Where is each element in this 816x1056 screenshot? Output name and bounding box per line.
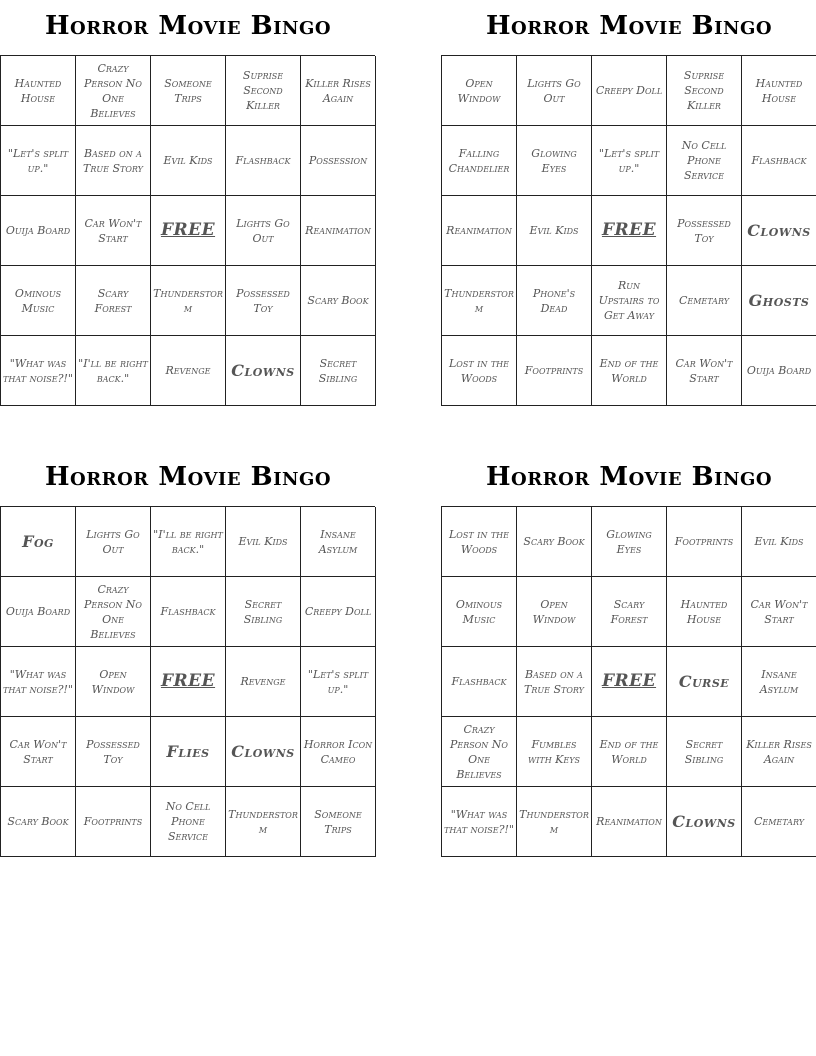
bingo-cell: Reanimation bbox=[442, 196, 517, 266]
bingo-cell: Thunderstorm bbox=[226, 787, 301, 857]
bingo-cell: Scary Book bbox=[1, 787, 76, 857]
bingo-cell: Curse bbox=[667, 647, 742, 717]
bingo-cell: Ouija Board bbox=[1, 577, 76, 647]
bingo-cell: "What was that noise?!" bbox=[1, 336, 76, 406]
bingo-cell: Evil Kids bbox=[742, 507, 816, 577]
bingo-cell: Killer Rises Again bbox=[742, 717, 816, 787]
bingo-cell: Open Window bbox=[76, 647, 151, 717]
bingo-grid bbox=[0, 55, 375, 406]
bingo-cell: "Let's split up." bbox=[1, 126, 76, 196]
bingo-cell: Revenge bbox=[151, 336, 226, 406]
bingo-cell: Car Won't Start bbox=[1, 717, 76, 787]
bingo-cell: Glowing Eyes bbox=[592, 507, 667, 577]
bingo-cell: Secret Sibling bbox=[301, 336, 376, 406]
bingo-cell: Creepy Doll bbox=[301, 577, 376, 647]
card-title: Horror Movie Bingo bbox=[485, 462, 773, 492]
bingo-cell: Suprise Second Killer bbox=[667, 56, 742, 126]
bingo-cell: Possessed Toy bbox=[76, 717, 151, 787]
bingo-cell: No Cell Phone Service bbox=[151, 787, 226, 857]
bingo-cell: Run Upstairs to Get Away bbox=[592, 266, 667, 336]
bingo-cell: Flashback bbox=[742, 126, 816, 196]
bingo-cell: Ouija Board bbox=[742, 336, 816, 406]
bingo-cell: Someone Trips bbox=[301, 787, 376, 857]
bingo-cell: Fog bbox=[1, 507, 76, 577]
bingo-cell: "Let's split up." bbox=[301, 647, 376, 717]
bingo-cell: Haunted House bbox=[667, 577, 742, 647]
bingo-cell: Lights Go Out bbox=[226, 196, 301, 266]
bingo-grid bbox=[441, 506, 816, 857]
bingo-cell: Car Won't Start bbox=[667, 336, 742, 406]
bingo-cell: Footprints bbox=[76, 787, 151, 857]
bingo-cell: Lights Go Out bbox=[517, 56, 592, 126]
bingo-cell: Ouija Board bbox=[1, 196, 76, 266]
bingo-cell: Phone's Dead bbox=[517, 266, 592, 336]
bingo-grid bbox=[0, 506, 375, 857]
card-title: Horror Movie Bingo bbox=[485, 11, 773, 41]
bingo-cell: Crazy Person No One Believes bbox=[76, 56, 151, 126]
bingo-cell: Possession bbox=[301, 126, 376, 196]
bingo-free-space: FREE bbox=[151, 196, 226, 266]
bingo-cell: Possessed Toy bbox=[667, 196, 742, 266]
bingo-cell: Secret Sibling bbox=[226, 577, 301, 647]
bingo-cell: Falling Chandelier bbox=[442, 126, 517, 196]
bingo-cell: Flashback bbox=[442, 647, 517, 717]
bingo-cell: Open Window bbox=[442, 56, 517, 126]
bingo-cell: "What was that noise?!" bbox=[1, 647, 76, 717]
bingo-cell: Possessed Toy bbox=[226, 266, 301, 336]
bingo-cell: Thunderstorm bbox=[442, 266, 517, 336]
bingo-cell: Thunderstorm bbox=[151, 266, 226, 336]
bingo-cell: Evil Kids bbox=[226, 507, 301, 577]
bingo-cell: Insane Asylum bbox=[301, 507, 376, 577]
bingo-cell: "What was that noise?!" bbox=[442, 787, 517, 857]
bingo-cell: Thunderstorm bbox=[517, 787, 592, 857]
bingo-cell: Flashback bbox=[226, 126, 301, 196]
bingo-cell: Flashback bbox=[151, 577, 226, 647]
bingo-cell: Reanimation bbox=[592, 787, 667, 857]
bingo-cell: Ominous Music bbox=[1, 266, 76, 336]
bingo-cell: Ominous Music bbox=[442, 577, 517, 647]
bingo-cell: Evil Kids bbox=[517, 196, 592, 266]
bingo-cell: Cemetary bbox=[667, 266, 742, 336]
bingo-cell: Open Window bbox=[517, 577, 592, 647]
bingo-cell: Based on a True Story bbox=[76, 126, 151, 196]
bingo-cell: Insane Asylum bbox=[742, 647, 816, 717]
bingo-cell: Glowing Eyes bbox=[517, 126, 592, 196]
bingo-cell: Horror Icon Cameo bbox=[301, 717, 376, 787]
bingo-cell: Based on a True Story bbox=[517, 647, 592, 717]
bingo-cell: "Let's split up." bbox=[592, 126, 667, 196]
bingo-cell: Cemetary bbox=[742, 787, 816, 857]
bingo-cell: Killer Rises Again bbox=[301, 56, 376, 126]
bingo-free-space: FREE bbox=[592, 647, 667, 717]
bingo-free-space: FREE bbox=[151, 647, 226, 717]
bingo-cell: Car Won't Start bbox=[742, 577, 816, 647]
bingo-cell: Suprise Second Killer bbox=[226, 56, 301, 126]
bingo-cell: Scary Forest bbox=[592, 577, 667, 647]
bingo-cell: End of the World bbox=[592, 336, 667, 406]
bingo-cell: Clowns bbox=[226, 717, 301, 787]
bingo-cell: Someone Trips bbox=[151, 56, 226, 126]
bingo-cell: "I'll be right back." bbox=[76, 336, 151, 406]
card-title: Horror Movie Bingo bbox=[44, 11, 332, 41]
card-title: Horror Movie Bingo bbox=[44, 462, 332, 492]
bingo-cell: Car Won't Start bbox=[76, 196, 151, 266]
bingo-cell: Scary Book bbox=[517, 507, 592, 577]
bingo-cell: Clowns bbox=[226, 336, 301, 406]
bingo-cell: Fumbles with Keys bbox=[517, 717, 592, 787]
bingo-cell: Clowns bbox=[667, 787, 742, 857]
bingo-cell: No Cell Phone Service bbox=[667, 126, 742, 196]
bingo-cell: Creepy Doll bbox=[592, 56, 667, 126]
bingo-cell: Footprints bbox=[667, 507, 742, 577]
bingo-cell: Lights Go Out bbox=[76, 507, 151, 577]
bingo-grid bbox=[441, 55, 816, 406]
bingo-free-space: FREE bbox=[592, 196, 667, 266]
bingo-cell: Clowns bbox=[742, 196, 816, 266]
bingo-cell: Secret Sibling bbox=[667, 717, 742, 787]
bingo-cell: Revenge bbox=[226, 647, 301, 717]
bingo-cell: Ghosts bbox=[742, 266, 816, 336]
bingo-cell: Haunted House bbox=[742, 56, 816, 126]
bingo-cell: Crazy Person No One Believes bbox=[442, 717, 517, 787]
bingo-cell: End of the World bbox=[592, 717, 667, 787]
bingo-cell: Lost in the Woods bbox=[442, 507, 517, 577]
bingo-cell: Reanimation bbox=[301, 196, 376, 266]
bingo-cell: Crazy Person No One Believes bbox=[76, 577, 151, 647]
bingo-cell: Lost in the Woods bbox=[442, 336, 517, 406]
bingo-cell: Haunted House bbox=[1, 56, 76, 126]
bingo-cell: Scary Forest bbox=[76, 266, 151, 336]
bingo-cell: Evil Kids bbox=[151, 126, 226, 196]
bingo-cell: "I'll be right back." bbox=[151, 507, 226, 577]
bingo-cell: Flies bbox=[151, 717, 226, 787]
bingo-cell: Scary Book bbox=[301, 266, 376, 336]
bingo-cell: Footprints bbox=[517, 336, 592, 406]
